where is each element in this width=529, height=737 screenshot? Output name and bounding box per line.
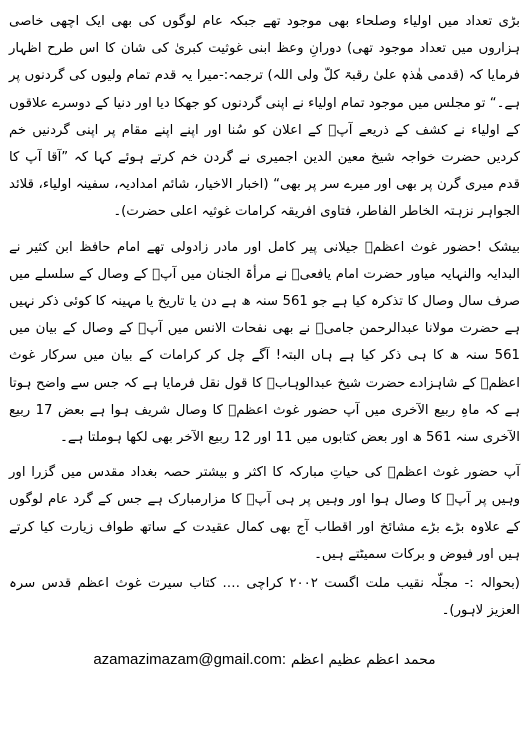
paragraph-2: بیشک !حضور غوث اعظمؒ جیلانی پیر کامل اور مادر زادولی تھے امام حافظ ابن کثیر نے البدایہ والنہایہ میاور حضرت امام یافعیؒ نے مرأۃ الجنان میں آپؒ کے وصال کے سلسلے میں صرف سال وصال کا تذکرہ کیا ہے جو 561 سنہ ھ ہے دن یا تاریخ یا مہینہ کا کوئی ذکر نہیں ہے حضرت مولانا عبدالرحمن جامیؒ نے بھی نفحات الانس میں آپؒ کے وصال کے بیان میں 561 سنہ ھ کا ہی ذکر کیا ہے ہاں البتہ! آگے چل کر کرامات کے بیان میں سرکار غوث اعظمؒ کے شاہزادے حضرت شیخ عبدالوہابؒ کا قول نقل فرمایا ہے کہ جس سے واضح ہوتا ہے کہ ماہِ ربیع الآخری میں آپ حضور غوث اعظمؒ کا وصال شریف ہوا ہے بعض 17 ربیع الآخری سنہ 561 ھ اور بعض کتابوں میں 11 اور 12 ربیع الآخر بھی لکھا ہوملتا ہے۔: [9, 239, 520, 446]
reference-citation: (بحوالہ :- مجلّہ نقیب ملت اگست ۲۰۰۲ کراچی …. کتاب سیرت غوث اعظم قدس سرہ العزیز لاہور)۔: [9, 576, 520, 619]
paragraph-3: آپ حضور غوث اعظمؒ کی حیاتِ مبارکہ کا اکثر و بیشتر حصہ بغداد مقدس میں گزرا اور وہیں پر آپؒ کا وصال ہوا اور وہیں پر ہی آپؒ کا مزارمبارک ہے جس کے گرد عام لوگوں کے علاوہ بڑے بڑے مشائخ اور اقطاب آج بھی کمال عقیدت کے ساتھ طواف زیارت کیا کرتے ہیں اور فیوض و برکات سمیٹتے ہیں۔: [9, 465, 520, 562]
author-email: azamazimazam@gmail.com:: [93, 651, 287, 668]
paragraph-1: بڑی تعداد میں اولیاء وصلحاء بھی موجود تھے جبکہ عام لوگوں کی بھی ایک اچھی خاصی ہزاروں میں تعداد موجود تھی) دورانِ وعظ ابنی غوثیت کبریٰ کی شان کا اس طرح اظہار فرمایا کہ (قدمی ھٰذہٖ علیٰ رقبۃ کلّ ولی اللہ) ترجمہ:-میرا یہ قدم تمام ولیوں کی گردنوں پر ہے۔“ تو مجلس میں موجود تمام اولیاء نے اپنی گردنوں کو جھکا دیا اور دنیا کے دوسرے علاقوں کے اولیاء نے کشف کے ذریعے آپؒ کے اعلان کو سُنا اور اپنے اپنے مقام پر اپنی گردنیں خم کردیں حضرت خواجہ شیخ معین الدین اجمیری نے گردن خم کرتے ہوئے کہا کہ ”آقا آپ کا قدم میری گرن پر بھی اور میرے سر پر بھی“ (اخبار الاخیار، شائم امدادیہ، سفینہ اولیاء، قلائد الجواہر نزہتہ الخاطر الفاطر، فتاوی افریقہ کرامات غوثیہ اعلی حضرت)۔: [9, 14, 520, 220]
author-name: محمد اعظم عظیم اعظم: [290, 652, 436, 668]
author-signature: [0, 649, 529, 670]
